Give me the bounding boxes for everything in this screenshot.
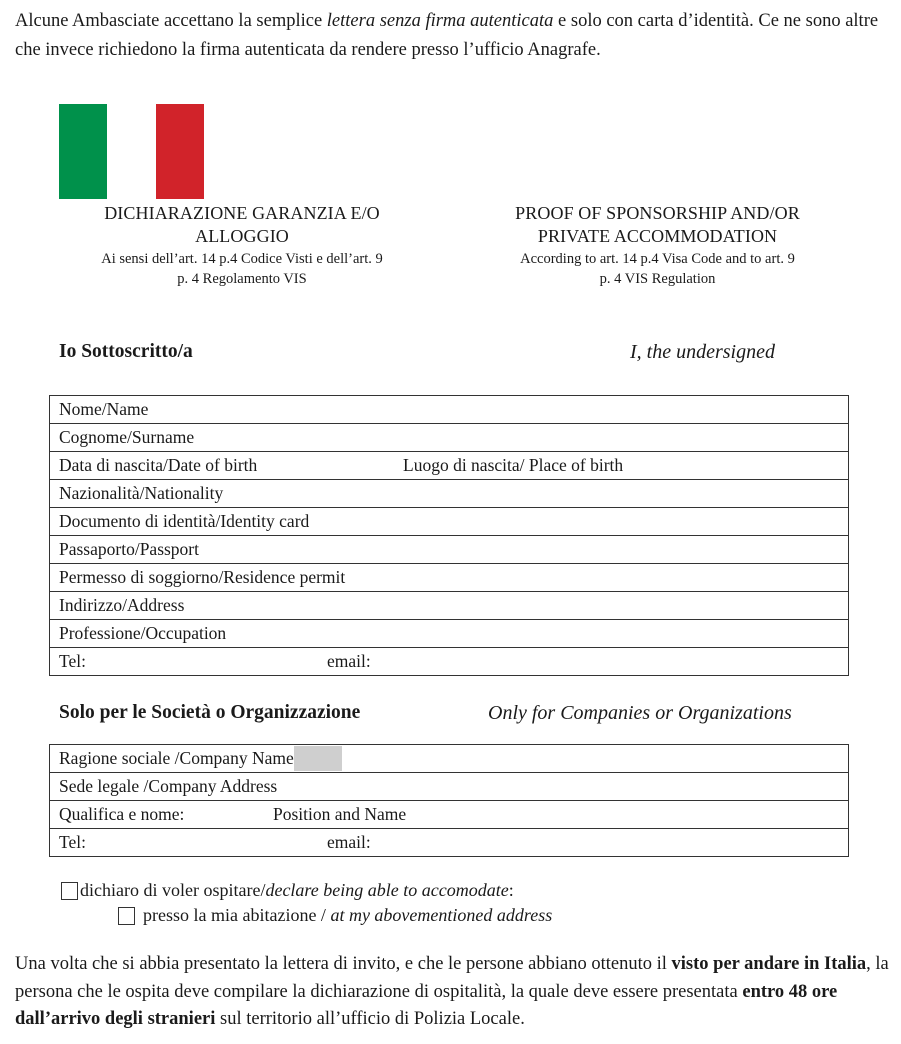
field-surname[interactable] <box>50 424 849 452</box>
field-name[interactable] <box>50 396 849 424</box>
table-row <box>50 829 849 857</box>
title-english-line1: PROOF OF SPONSORSHIP AND/OR <box>515 203 800 223</box>
checkbox-label-it: dichiaro di voler ospitare/ <box>80 880 266 900</box>
intro-text: Alcune Ambasciate accettano la semplice <box>15 11 327 31</box>
field-address[interactable] <box>50 592 849 620</box>
field-label-qualifica: Qualifica e nome: <box>59 804 185 824</box>
personal-data-form <box>49 395 849 676</box>
title-english-line2: PRIVATE ACCOMMODATION <box>537 226 778 246</box>
field-birth[interactable] <box>50 452 849 480</box>
table-row <box>50 592 849 620</box>
table-row <box>50 452 849 480</box>
outro-text: sul territorio all’ufficio di Polizia Locale. <box>215 1009 525 1029</box>
title-italian-line2: ALLOGGIO <box>195 226 289 246</box>
intro-text-end: e solo con carta d’identità. Ce ne sono altre che invece richiedono la firma autenticata da rendere presso l’ufficio Anagrafe. <box>15 11 879 60</box>
checkbox-label-colon: : <box>508 880 514 900</box>
field-company-contact[interactable] <box>50 829 849 857</box>
intro-italic-text: lettera senza firma autenticata <box>326 11 554 31</box>
outro-text: Una volta che si abbia presentato la lettera di invito, e che le persone abbiano ottenuto il <box>15 954 672 974</box>
section-heading-companies-en: Only for Companies or Organizations <box>488 702 792 724</box>
table-row <box>50 536 849 564</box>
field-label-position: Position and Name <box>273 804 407 824</box>
field-label: Nome/Name <box>59 399 149 419</box>
field-company-name[interactable] <box>50 745 849 773</box>
field-label-dob: Data di nascita/Date of birth <box>59 455 258 475</box>
outro-bold-text: entro 48 ore dall’arrivo degli stranieri <box>15 981 838 1029</box>
checkbox2-label-en: at my abovementioned address <box>330 905 553 925</box>
subtitle-english-line1: According to art. 14 p.4 Visa Code and to art. 9 <box>520 251 795 267</box>
accommodate-checkbox-row <box>61 880 514 901</box>
field-passport[interactable] <box>50 536 849 564</box>
subtitle-italian-line2: p. 4 Regolamento VIS <box>177 271 307 287</box>
section-heading-undersigned-it: Io Sottoscritto/a <box>59 341 193 362</box>
field-label-tel: Tel: <box>59 832 86 852</box>
intro-paragraph <box>15 7 895 65</box>
field-label: Sede legale /Company Address <box>59 776 278 796</box>
field-label: Permesso di soggiorno/Residence permit <box>59 567 346 587</box>
table-row <box>50 396 849 424</box>
field-label-tel: Tel: <box>59 651 86 671</box>
home-address-checkbox[interactable] <box>118 907 135 925</box>
title-italian-line1: DICHIARAZIONE GARANZIA E/O <box>104 203 380 223</box>
field-contact[interactable] <box>50 648 849 676</box>
table-row <box>50 648 849 676</box>
field-position-name[interactable] <box>50 801 849 829</box>
outro-paragraph <box>15 951 895 1034</box>
table-row <box>50 564 849 592</box>
section-heading-undersigned-en: I, the undersigned <box>630 341 775 363</box>
field-occupation[interactable] <box>50 620 849 648</box>
field-nationality[interactable] <box>50 480 849 508</box>
table-row <box>50 480 849 508</box>
outro-text: , la persona che le ospita deve compilare la dichiarazione di ospitalità, la quale deve essere presentata <box>15 954 889 1002</box>
title-block-english <box>470 202 845 289</box>
outro-bold-text: visto per andare in Italia <box>671 954 867 974</box>
field-label: Ragione sociale /Company Name <box>59 748 294 768</box>
table-row <box>50 508 849 536</box>
italian-flag-green-stripe <box>59 104 107 199</box>
redacted-box <box>294 746 342 771</box>
field-residence-permit[interactable] <box>50 564 849 592</box>
title-block-italian <box>52 202 432 289</box>
home-address-checkbox-row <box>118 905 552 926</box>
field-label-pob: Luogo di nascita/ Place of birth <box>403 455 624 475</box>
field-label: Cognome/Surname <box>59 427 195 447</box>
field-label-email: email: <box>327 651 371 671</box>
checkbox2-label-it: presso la mia abitazione / <box>143 905 331 925</box>
field-company-address[interactable] <box>50 773 849 801</box>
subtitle-italian-line1: Ai sensi dell’art. 14 p.4 Codice Visti e dell’art. 9 <box>101 251 383 267</box>
field-identity-card[interactable] <box>50 508 849 536</box>
field-label: Professione/Occupation <box>59 623 227 643</box>
table-row <box>50 773 849 801</box>
field-label-email: email: <box>327 832 371 852</box>
section-heading-companies-it: Solo per le Società o Organizzazione <box>59 702 361 723</box>
checkbox-label-en: declare being able to accomodate <box>265 880 509 900</box>
field-label: Passaporto/Passport <box>59 539 199 559</box>
table-row <box>50 620 849 648</box>
field-label: Indirizzo/Address <box>59 595 185 615</box>
italian-flag-red-stripe <box>156 104 204 199</box>
table-row <box>50 424 849 452</box>
table-row <box>50 745 849 773</box>
subtitle-english-line2: p. 4 VIS Regulation <box>599 271 716 287</box>
company-data-form <box>49 744 849 857</box>
accommodate-checkbox[interactable] <box>61 882 78 900</box>
table-row <box>50 801 849 829</box>
field-label: Nazionalità/Nationality <box>59 483 224 503</box>
field-label: Documento di identità/Identity card <box>59 511 310 531</box>
